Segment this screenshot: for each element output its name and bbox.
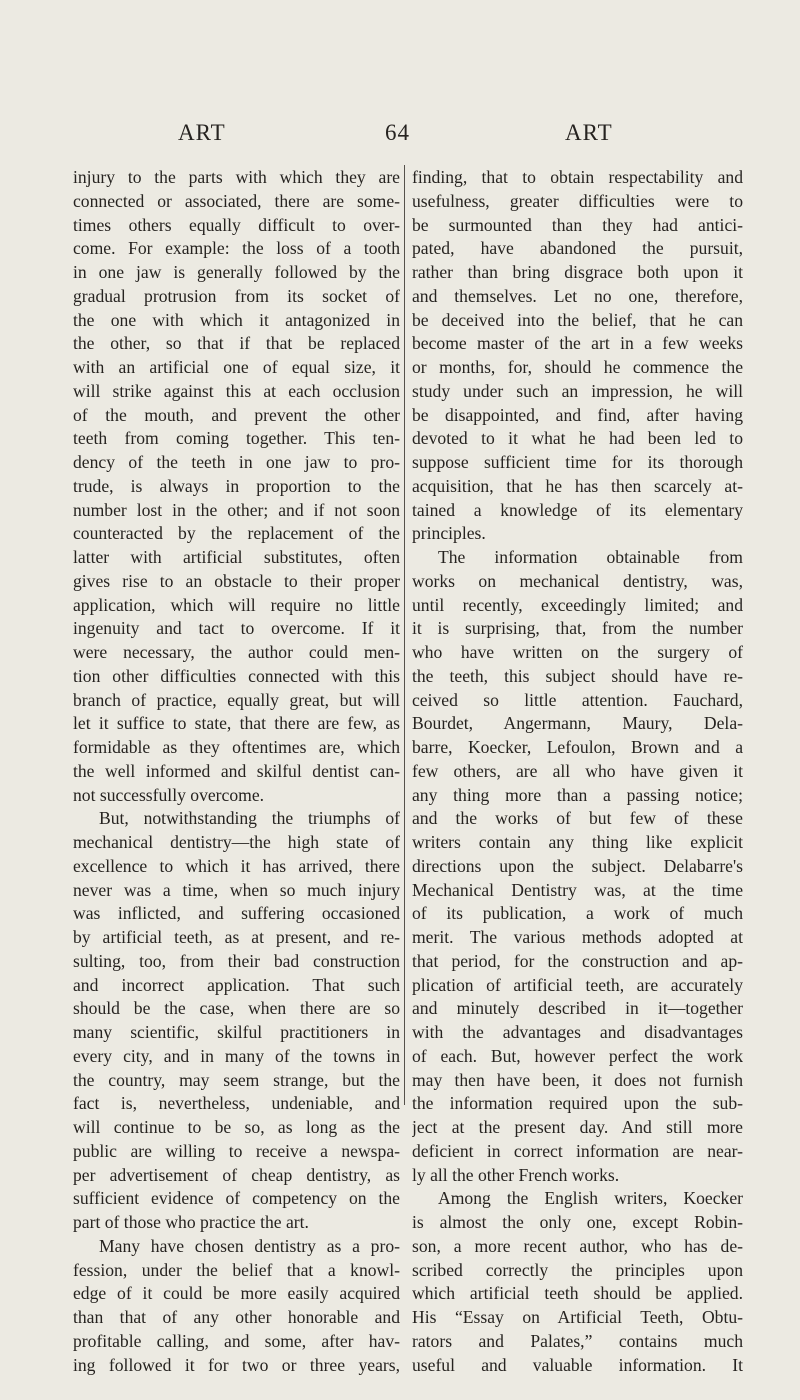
text-line: tion other difficulties connected with this bbox=[73, 665, 400, 686]
text-line: in one jaw is generally followed by the bbox=[73, 262, 400, 282]
text-line: than that of any other honorable and bbox=[73, 1307, 400, 1327]
text-line: per advertisement of cheap dentistry, as bbox=[73, 1164, 400, 1185]
text-line: ingenuity and tact to overcome. If it bbox=[73, 618, 400, 639]
text-line: be deceived into the belief, that he can bbox=[412, 309, 743, 330]
text-line: gradual protrusion from its socket of bbox=[73, 285, 400, 306]
text-line: become master of the art in a few weeks bbox=[412, 333, 743, 354]
text-line: never was a time, when so much injury bbox=[73, 879, 400, 900]
text-line: the information required upon the sub- bbox=[412, 1093, 743, 1114]
text-line: Mechanical Dentistry was, at the time bbox=[412, 879, 743, 900]
text-line: sufficient evidence of competency on the bbox=[73, 1188, 400, 1209]
text-line: connected or associated, there are some- bbox=[73, 190, 400, 211]
text-line: many scientific, skilful practitioners in bbox=[73, 1022, 400, 1042]
text-line: ly all the other French works. bbox=[412, 1164, 620, 1185]
text-line: which artificial teeth should be applied. bbox=[412, 1283, 743, 1304]
header-left-title: ART bbox=[178, 120, 226, 145]
text-line: number lost in the other; and if not soon bbox=[73, 499, 400, 520]
page-number: 64 bbox=[385, 120, 410, 145]
text-line: Many have chosen dentistry as a pro- bbox=[99, 1235, 400, 1256]
text-line: study under such an impression, he will bbox=[412, 380, 743, 401]
text-line: or months, for, should he commence the bbox=[412, 357, 743, 377]
text-line: who have written on the surgery of bbox=[412, 642, 743, 662]
text-line: edge of it could be more easily acquired bbox=[73, 1283, 400, 1304]
text-line: of the mouth, and prevent the other bbox=[73, 404, 400, 425]
text-line: Bourdet, Angermann, Maury, Dela- bbox=[412, 713, 743, 734]
text-line: the other, so that if that be replaced bbox=[73, 333, 400, 354]
text-line: may then have been, it does not furnish bbox=[412, 1069, 743, 1090]
text-line: with an artificial one of equal size, it bbox=[73, 357, 400, 377]
text-line: of each. But, however perfect the work bbox=[412, 1045, 743, 1066]
text-line: counteracted by the replacement of the bbox=[73, 523, 400, 544]
text-line: the country, may seem strange, but the bbox=[73, 1069, 400, 1090]
text-line: be surmounted than they had antici- bbox=[412, 214, 743, 235]
text-line: few others, are all who have given it bbox=[412, 760, 743, 781]
text-line: the teeth, this subject should have re- bbox=[412, 665, 743, 686]
text-line: dency of the teeth in one jaw to pro- bbox=[73, 452, 400, 472]
text-line: scribed correctly the principles upon bbox=[412, 1259, 743, 1280]
text-line: useful and valuable information. It bbox=[412, 1354, 743, 1375]
text-line: works on mechanical dentistry, was, bbox=[412, 570, 743, 591]
text-line: will continue to be so, as long as the bbox=[73, 1117, 400, 1137]
text-line: His “Essay on Artificial Teeth, Obtu- bbox=[412, 1307, 743, 1327]
text-line: directions upon the subject. Delabarre's bbox=[412, 855, 743, 876]
text-line: any thing more than a passing notice; bbox=[412, 784, 743, 805]
text-line: rators and Palates,” contains much bbox=[412, 1330, 743, 1351]
text-line: devoted to it what he had been led to bbox=[412, 428, 743, 449]
header-right-title: ART bbox=[565, 120, 613, 145]
text-line: every city, and in many of the towns in bbox=[73, 1045, 400, 1066]
text-line: rather than bring disgrace both upon it bbox=[412, 262, 743, 282]
text-line: will strike against this at each occlusion bbox=[73, 380, 400, 401]
text-line: and minutely described in it—together bbox=[412, 998, 743, 1019]
text-line: by artificial teeth, as at present, and re- bbox=[73, 927, 400, 947]
text-line: excellence to which it has arrived, there bbox=[73, 855, 400, 876]
text-line: writers contain any thing like explicit bbox=[412, 832, 743, 852]
text-line: plication of artificial teeth, are accurately bbox=[412, 974, 743, 995]
text-line: gives rise to an obstacle to their proper bbox=[73, 570, 400, 591]
text-line: mechanical dentistry—the high state of bbox=[73, 832, 400, 852]
text-line: it is surprising, that, from the number bbox=[412, 618, 743, 639]
text-line: the one with which it antagonized in bbox=[73, 309, 400, 330]
text-line: teeth from coming together. This ten- bbox=[73, 428, 400, 449]
text-line: times others equally difficult to over- bbox=[73, 214, 400, 235]
text-line: and incorrect application. That such bbox=[73, 974, 400, 995]
text-line: son, a more recent author, who has de- bbox=[412, 1235, 743, 1256]
text-line: profitable calling, and some, after hav- bbox=[73, 1330, 400, 1351]
text-line: part of those who practice the art. bbox=[73, 1212, 309, 1232]
text-line: Among the English writers, Koecker bbox=[438, 1188, 743, 1209]
text-line: branch of practice, equally great, but will bbox=[73, 689, 400, 710]
text-line: suppose sufficient time for its thorough bbox=[412, 452, 743, 472]
text-line: ject at the present day. And still more bbox=[412, 1117, 743, 1137]
text-line: pated, have abandoned the pursuit, bbox=[412, 238, 743, 259]
text-line: that period, for the construction and ap- bbox=[412, 950, 743, 971]
text-line: deficient in correct information are near- bbox=[412, 1140, 743, 1161]
text-line: fession, under the belief that a knowl- bbox=[73, 1259, 400, 1280]
text-line: the well informed and skilful dentist can- bbox=[73, 760, 400, 781]
text-line: should be the case, when there are so bbox=[73, 998, 400, 1019]
text-line: But, notwithstanding the triumphs of bbox=[99, 808, 400, 829]
text-line: of its publication, a work of much bbox=[412, 903, 743, 924]
text-line: until recently, exceedingly limited; and bbox=[412, 594, 743, 615]
text-line: usefulness, greater difficulties were to bbox=[412, 190, 743, 211]
text-line: The information obtainable from bbox=[438, 547, 743, 567]
text-line: finding, that to obtain respectability and bbox=[412, 167, 743, 187]
text-line: merit. The various methods adopted at bbox=[412, 927, 743, 947]
text-line: and the works of but few of these bbox=[412, 808, 743, 829]
text-line: trude, is always in proportion to the bbox=[73, 475, 400, 496]
text-line: with the advantages and disadvantages bbox=[412, 1022, 743, 1042]
text-line: was inflicted, and suffering occasioned bbox=[73, 903, 400, 924]
text-line: not successfully overcome. bbox=[73, 784, 265, 805]
text-line: ceived so little attention. Fauchard, bbox=[412, 689, 743, 710]
text-line: injury to the parts with which they are bbox=[73, 167, 400, 187]
text-line: public are willing to receive a newspa- bbox=[73, 1140, 400, 1161]
text-line: application, which will require no little bbox=[73, 594, 400, 615]
text-line: barre, Koecker, Lefoulon, Brown and a bbox=[412, 737, 743, 757]
text-line: is almost the only one, except Robin- bbox=[412, 1212, 743, 1232]
right-column bbox=[412, 166, 743, 1377]
text-line: fact is, nevertheless, undeniable, and bbox=[73, 1093, 400, 1114]
text-line: latter with artificial substitutes, often bbox=[73, 547, 400, 567]
text-line: were necessary, the author could men- bbox=[73, 642, 400, 662]
text-line: ing followed it for two or three years, bbox=[73, 1354, 400, 1375]
text-line: and themselves. Let no one, therefore, bbox=[412, 285, 743, 306]
text-line: come. For example: the loss of a tooth bbox=[73, 238, 400, 259]
text-line: tained a knowledge of its elementary bbox=[412, 499, 743, 520]
running-header bbox=[0, 120, 800, 150]
text-line: formidable as they oftentimes are, which bbox=[73, 737, 400, 757]
text-line: sulting, too, from their bad construction bbox=[73, 950, 400, 971]
column-divider bbox=[404, 165, 405, 1105]
left-column bbox=[73, 166, 400, 1377]
text-line: principles. bbox=[412, 523, 486, 544]
text-line: be disappointed, and find, after having bbox=[412, 404, 743, 425]
text-line: let it suffice to state, that there are few, as bbox=[73, 713, 400, 734]
text-line: acquisition, that he has then scarcely at- bbox=[412, 475, 743, 496]
